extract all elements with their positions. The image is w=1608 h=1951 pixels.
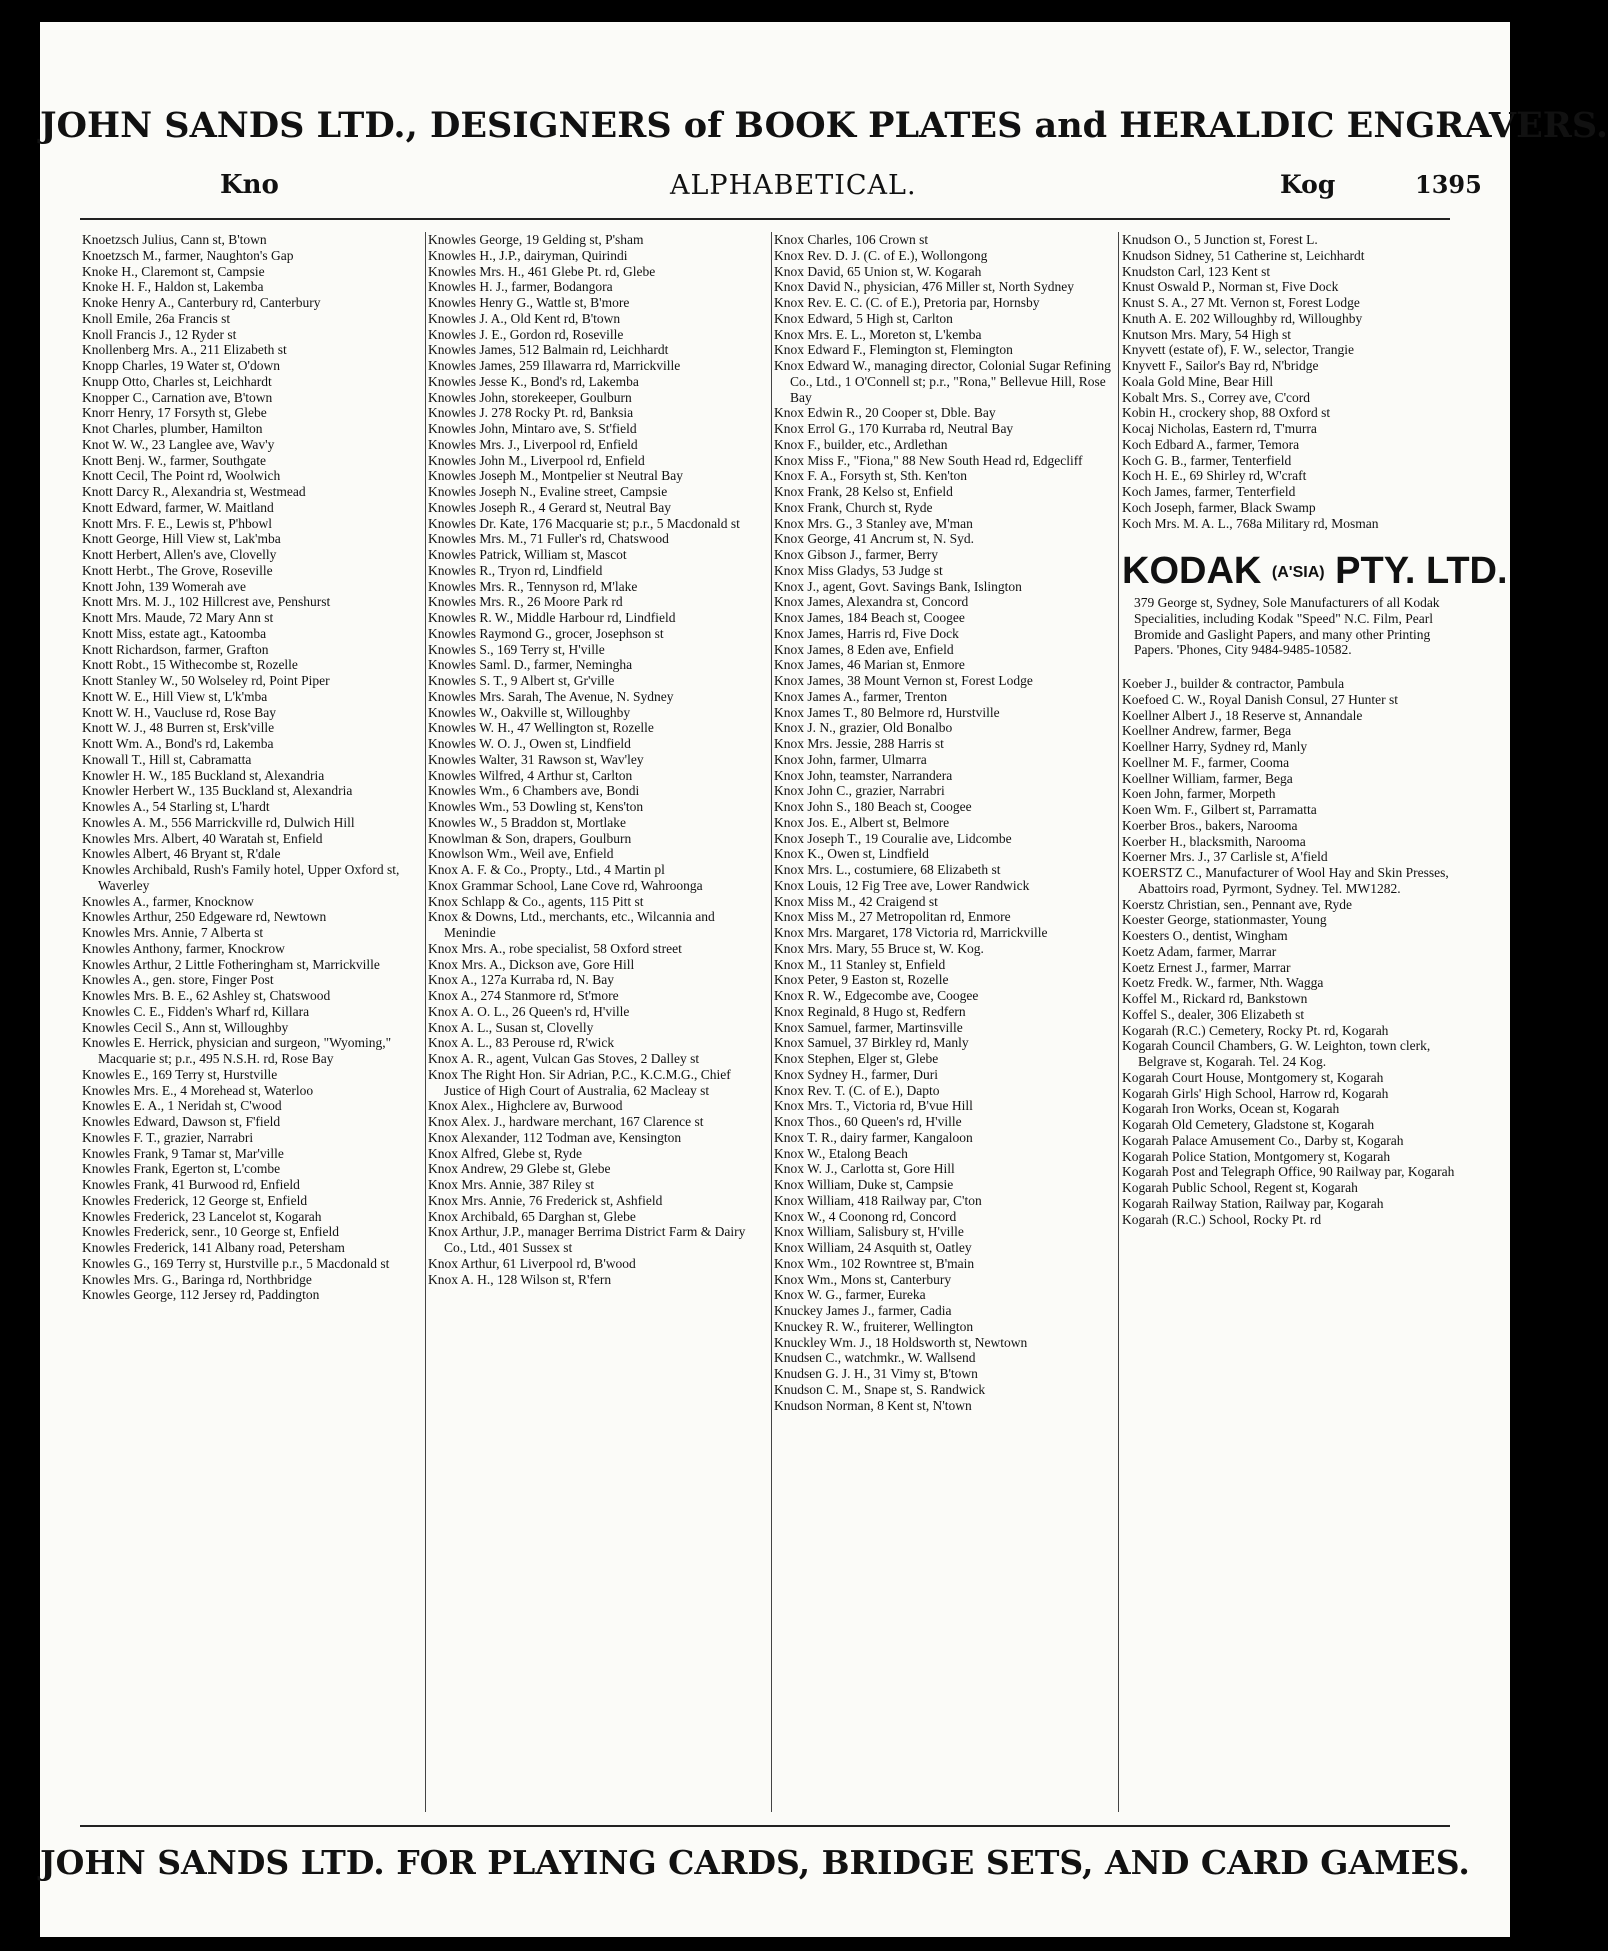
directory-entry: Knowles Raymond G., grocer, Josephson st bbox=[428, 625, 664, 641]
directory-entry: Knox R. W., Edgecombe ave, Coogee bbox=[774, 988, 979, 1003]
directory-entry: Knyvett (estate of), F. W., selector, Trangie bbox=[1122, 342, 1354, 358]
directory-entry: Knowles R., Tryon rd, Lindfield bbox=[428, 562, 603, 578]
directory-entry: Koerstz Christian, sen., Pennant ave, Ryde bbox=[1122, 896, 1353, 912]
directory-entry: Kogarah Girls' High School, Harrow rd, Kogarah bbox=[1122, 1085, 1389, 1101]
directory-entry: Knox A. R., agent, Vulcan Gas Stoves, 2 Dalley st bbox=[428, 1051, 700, 1066]
directory-entry: Knowles Joseph M., Montpelier st Neutral Bay bbox=[428, 468, 683, 484]
directory-entry: Knox A., 274 Stanmore rd, St'more bbox=[428, 988, 619, 1003]
directory-entry: Knox Joseph T., 19 Couralie ave, Lidcombe bbox=[774, 830, 1012, 846]
directory-entry: Knox Miss M., 27 Metropolitan rd, Enmore bbox=[774, 909, 1011, 925]
directory-entry: Knox Edward W., managing director, Colonial Sugar Refining Co., Ltd., 1 O'Connell st; p.r., "Rona," Bellevue Hill, Rose Bay bbox=[774, 358, 1111, 405]
directory-entry: Knowles Dr. Kate, 176 Macquarie st; p.r., 5 Macdonald st bbox=[428, 515, 740, 531]
directory-entry: Knox William, Duke st, Campsie bbox=[774, 1177, 954, 1192]
directory-entry: Knox James, 184 Beach st, Coogee bbox=[774, 610, 965, 625]
directory-entry: Knox Charles, 106 Crown st bbox=[774, 232, 929, 247]
directory-entry: Knox F. A., Forsyth st, Sth. Ken'ton bbox=[774, 468, 968, 484]
directory-entry: Koellner Albert J., 18 Reserve st, Annandale bbox=[1122, 707, 1363, 723]
directory-entry: Koen John, farmer, Morpeth bbox=[1122, 786, 1276, 802]
directory-entry: Knoll Francis J., 12 Ryder st bbox=[82, 326, 237, 342]
directory-entry: Koerber Bros., bakers, Narooma bbox=[1122, 817, 1298, 833]
directory-entry: Knox Frank, 28 Kelso st, Enfield bbox=[774, 484, 953, 499]
directory-entry: Knox Mrs. A., robe specialist, 58 Oxford street bbox=[428, 940, 682, 956]
kodak-advertisement bbox=[1122, 545, 1508, 662]
directory-entry: Kogarah Old Cemetery, Gladstone st, Kogarah bbox=[1122, 1117, 1375, 1133]
top-banner: JOHN SANDS LTD., DESIGNERS of BOOK PLATES and HERALDIC ENGRAVERS. bbox=[40, 105, 1608, 146]
directory-entry: Knox Edward F., Flemington st, Flemington bbox=[774, 342, 1013, 358]
directory-entry: Knowles Mrs. M., 71 Fuller's rd, Chatswood bbox=[428, 531, 669, 547]
directory-entry: Knowles John M., Liverpool rd, Enfield bbox=[428, 452, 645, 468]
directory-entry: Knowles John, storekeeper, Goulburn bbox=[428, 389, 632, 405]
directory-entry: Koch H. E., 69 Shirley rd, W'craft bbox=[1122, 468, 1307, 484]
column-rule bbox=[771, 232, 772, 1812]
directory-entry: Knowles Mrs. J., Liverpool rd, Enfield bbox=[428, 436, 638, 452]
directory-entry: Knowles James, 259 Illawarra rd, Marrickville bbox=[428, 358, 681, 373]
directory-entry: Knupp Otto, Charles st, Leichhardt bbox=[82, 373, 272, 389]
ad-region: (A'SIA) bbox=[1271, 564, 1325, 582]
directory-entry: Koefoed C. W., Royal Danish Consul, 27 Hunter st bbox=[1122, 691, 1398, 707]
directory-entry: Knowles W., 5 Braddon st, Mortlake bbox=[428, 814, 626, 830]
directory-entry: Knox T. R., dairy farmer, Kangaloon bbox=[774, 1129, 973, 1145]
ad-company: KODAK bbox=[1122, 550, 1262, 593]
directory-entry: Knox A. F. & Co., Propty., Ltd., 4 Martin pl bbox=[428, 862, 665, 877]
directory-entry: Knott W. J., 48 Burren st, Ersk'ville bbox=[82, 720, 275, 736]
directory-entry: Knuth A. E. 202 Willoughby rd, Willoughby bbox=[1122, 310, 1363, 326]
directory-entry: Knox Mrs. G., 3 Stanley ave, M'man bbox=[774, 515, 973, 531]
directory-entry: Koala Gold Mine, Bear Hill bbox=[1122, 373, 1274, 389]
directory-entry: Knowles A., 54 Starling st, L'hardt bbox=[82, 799, 270, 814]
directory-entry: Knox James, Harris rd, Five Dock bbox=[774, 625, 959, 641]
directory-entry: Knox A. H., 128 Wilson st, R'fern bbox=[428, 1271, 612, 1287]
column-4-upper bbox=[1122, 232, 1462, 531]
directory-entry: Knott Darcy R., Alexandria st, Westmead bbox=[82, 484, 306, 499]
directory-entry: Knowles R. W., Middle Harbour rd, Lindfield bbox=[428, 610, 676, 625]
directory-entry: Knowall T., Hill st, Cabramatta bbox=[82, 751, 252, 767]
directory-entry: Knox Edward, 5 High st, Carlton bbox=[774, 310, 953, 326]
directory-entry: Knox Samuel, 37 Birkley rd, Manly bbox=[774, 1035, 969, 1051]
directory-entry: Knox Mrs. T., Victoria rd, B'vue Hill bbox=[774, 1098, 973, 1114]
directory-entry: Kogarah (R.C.) School, Rocky Pt. rd bbox=[1122, 1211, 1322, 1227]
directory-entry: Knust S. A., 27 Mt. Vernon st, Forest Lodge bbox=[1122, 295, 1360, 310]
directory-entry: Knox Arthur, 61 Liverpool rd, B'wood bbox=[428, 1255, 636, 1271]
directory-entry: Knox W. J., Carlotta st, Gore Hill bbox=[774, 1161, 955, 1177]
directory-entry: Knox John, farmer, Ulmarra bbox=[774, 751, 927, 767]
directory-entry: Knowles Frederick, 23 Lancelot st, Kogarah bbox=[82, 1208, 322, 1224]
directory-entry: Knott W. E., Hill View st, L'k'mba bbox=[82, 688, 268, 704]
directory-entry: Knox John C., grazier, Narrabri bbox=[774, 783, 945, 799]
directory-entry: Knowles Cecil S., Ann st, Willoughby bbox=[82, 1019, 289, 1035]
right-guide-word: Kog bbox=[1280, 170, 1336, 199]
directory-entry: Knowles George, 112 Jersey rd, Paddington bbox=[82, 1287, 320, 1303]
directory-entry: Knoetzsch Julius, Cann st, B'town bbox=[82, 232, 267, 247]
directory-entry: Knox James, 46 Marian st, Enmore bbox=[774, 657, 965, 673]
directory-entry: Knollenberg Mrs. A., 211 Elizabeth st bbox=[82, 342, 287, 358]
directory-entry: Kogarah Post and Telegraph Office, 90 Railway par, Kogarah bbox=[1122, 1164, 1455, 1180]
directory-entry: Koffel M., Rickard rd, Bankstown bbox=[1122, 991, 1308, 1007]
directory-entry: Knuckey James J., farmer, Cadia bbox=[774, 1303, 952, 1318]
directory-entry: Knorr Henry, 17 Forsyth st, Glebe bbox=[82, 405, 267, 421]
directory-entry: Knowles Mrs. E., 4 Morehead st, Waterloo bbox=[82, 1082, 314, 1098]
column-3 bbox=[774, 232, 1114, 1822]
column-4-lower bbox=[1122, 676, 1462, 1227]
directory-entry: Knox F., builder, etc., Ardlethan bbox=[774, 436, 948, 452]
directory-entry: Knyvett F., Sailor's Bay rd, N'bridge bbox=[1122, 358, 1319, 373]
directory-entry: Kogarah Council Chambers, G. W. Leighton, town clerk, Belgrave st, Kogarah. Tel. 24 Kog. bbox=[1122, 1038, 1431, 1070]
directory-entry: Knowlson Wm., Weil ave, Enfield bbox=[428, 846, 614, 862]
directory-entry: Kogarah Public School, Regent st, Kogarah bbox=[1122, 1180, 1358, 1196]
directory-entry: Knox Peter, 9 Easton st, Rozelle bbox=[774, 972, 949, 988]
directory-entry: Koch G. B., farmer, Tenterfield bbox=[1122, 452, 1292, 468]
directory-entry: Knox Alfred, Glebe st, Ryde bbox=[428, 1145, 582, 1161]
directory-entry: Knox Errol G., 170 Kurraba rd, Neutral Bay bbox=[774, 421, 1014, 436]
directory-entry: Koellner Andrew, farmer, Bega bbox=[1122, 723, 1292, 739]
directory-entry: Knott Mrs. Maude, 72 Mary Ann st bbox=[82, 610, 274, 625]
directory-entry: Knox Louis, 12 Fig Tree ave, Lower Randwick bbox=[774, 877, 1030, 893]
directory-entry: Knox Mrs. Annie, 387 Riley st bbox=[428, 1177, 595, 1192]
directory-entry: Knowles G., 169 Terry st, Hurstville p.r., 5 Macdonald st bbox=[82, 1255, 390, 1271]
ad-body: 379 George st, Sydney, Sole Manufacturers of all Kodak Specialities, including Kodak "Speed" N.C. Film, Pearl Bromide and Gaslight Papers, and many other Printing Papers. 'Phones, City 9484-9485-10582. bbox=[1134, 595, 1440, 658]
directory-entry: Knott Robt., 15 Withecombe st, Rozelle bbox=[82, 657, 298, 673]
directory-entry: Knudson Norman, 8 Kent st, N'town bbox=[774, 1397, 972, 1413]
directory-entry: Koellner William, farmer, Bega bbox=[1122, 770, 1293, 786]
directory-entry: Knot W. W., 23 Langlee ave, Wav'y bbox=[82, 436, 275, 452]
directory-entry: Knox A. O. L., 26 Queen's rd, H'ville bbox=[428, 1003, 630, 1019]
directory-entry: Knox William, 418 Railway par, C'ton bbox=[774, 1192, 982, 1208]
directory-entry: Knox David, 65 Union st, W. Kogarah bbox=[774, 263, 982, 279]
running-header bbox=[40, 170, 1482, 210]
directory-entry: Knox Alex. J., hardware merchant, 167 Clarence st bbox=[428, 1114, 704, 1129]
directory-entry: Knot Charles, plumber, Hamilton bbox=[82, 421, 263, 436]
directory-entry: Knowles Mrs. B. E., 62 Ashley st, Chatswood bbox=[82, 988, 331, 1003]
page-number: 1395 bbox=[1415, 170, 1482, 199]
directory-entry: Knowles J. 278 Rocky Pt. rd, Banksia bbox=[428, 405, 634, 421]
directory-entry: Knox Mrs. E. L., Moreton st, L'kemba bbox=[774, 326, 982, 342]
directory-entry: Kobin H., crockery shop, 88 Oxford st bbox=[1122, 405, 1331, 421]
directory-entry: Knott Miss, estate agt., Katoomba bbox=[82, 625, 267, 641]
directory-entry: Knust Oswald P., Norman st, Five Dock bbox=[1122, 279, 1339, 295]
directory-entry: Knox M., 11 Stanley st, Enfield bbox=[774, 956, 946, 972]
directory-entry: Knowles Wilfred, 4 Arthur st, Carlton bbox=[428, 767, 633, 783]
directory-entry: Knutson Mrs. Mary, 54 High st bbox=[1122, 326, 1292, 342]
directory-entry: Knowles Mrs. R., 26 Moore Park rd bbox=[428, 594, 623, 610]
directory-entry: Koch Edbard A., farmer, Temora bbox=[1122, 436, 1300, 452]
directory-entry: Knox J. N., grazier, Old Bonalbo bbox=[774, 720, 953, 736]
directory-entry: Knowles C. E., Fidden's Wharf rd, Killara bbox=[82, 1003, 310, 1019]
directory-entry: Knott Mrs. M. J., 102 Hillcrest ave, Penshurst bbox=[82, 594, 331, 610]
column-rule bbox=[1118, 232, 1119, 1812]
directory-entry: Knott Wm. A., Bond's rd, Lakemba bbox=[82, 736, 274, 751]
directory-entry: Koetz Ernest J., farmer, Marrar bbox=[1122, 959, 1291, 975]
directory-entry: Knox J., agent, Govt. Savings Bank, Islington bbox=[774, 578, 1022, 594]
directory-entry: Koetz Fredk. W., farmer, Nth. Wagga bbox=[1122, 975, 1324, 991]
directory-entry: Knox James, 8 Eden ave, Enfield bbox=[774, 641, 954, 657]
directory-entry: Knowles Henry G., Wattle st, B'more bbox=[428, 295, 630, 310]
directory-entry: Kogarah Iron Works, Ocean st, Kogarah bbox=[1122, 1101, 1340, 1117]
directory-entry: Knoke H. F., Haldon st, Lakemba bbox=[82, 279, 264, 295]
column-2 bbox=[428, 232, 768, 1822]
directory-entry: Knox W. G., farmer, Eureka bbox=[774, 1287, 926, 1303]
directory-entry: Knudsen G. J. H., 31 Vimy st, B'town bbox=[774, 1366, 978, 1381]
directory-entry: Knowles Walter, 31 Rawson st, Wav'ley bbox=[428, 751, 644, 767]
directory-entry: Knox Miss F., "Fiona," 88 New South Head rd, Edgecliff bbox=[774, 452, 1083, 468]
directory-entry: Knowles S., 169 Terry st, H'ville bbox=[428, 641, 605, 657]
directory-entry: Knowles Mrs. Sarah, The Avenue, N. Sydney bbox=[428, 688, 674, 704]
directory-entry: Knowles Arthur, 2 Little Fotheringham st, Marrickville bbox=[82, 956, 380, 972]
directory-entry: Koerner Mrs. J., 37 Carlisle st, A'field bbox=[1122, 849, 1328, 865]
directory-entry: Knox Mrs. Margaret, 178 Victoria rd, Marrickville bbox=[774, 925, 1048, 940]
directory-entry: Knowles E. A., 1 Neridah st, C'wood bbox=[82, 1098, 282, 1114]
directory-entry: Knowles F. T., grazier, Narrabri bbox=[82, 1129, 254, 1145]
directory-entry: Koeber J., builder & contractor, Pambula bbox=[1122, 676, 1345, 692]
directory-entry: Knowlman & Son, drapers, Goulburn bbox=[428, 830, 632, 846]
directory-entry: Knox Arthur, J.P., manager Berrima District Farm & Dairy Co., Ltd., 401 Sussex st bbox=[428, 1224, 746, 1255]
directory-entry: Knowles Frank, Egerton st, L'combe bbox=[82, 1161, 281, 1177]
directory-entry: Knox Edwin R., 20 Cooper st, Dble. Bay bbox=[774, 405, 996, 421]
directory-entry: Knox Frank, Church st, Ryde bbox=[774, 499, 933, 515]
directory-entry: Knox A. L., Susan st, Clovelly bbox=[428, 1019, 594, 1035]
directory-entry: Knowles J. A., Old Kent rd, B'town bbox=[428, 310, 621, 326]
directory-entry: Koen Wm. F., Gilbert st, Parramatta bbox=[1122, 802, 1317, 818]
directory-entry: Knudston Carl, 123 Kent st bbox=[1122, 263, 1271, 279]
directory-entry: Knox Andrew, 29 Glebe st, Glebe bbox=[428, 1161, 611, 1177]
directory-entry: Knott Mrs. F. E., Lewis st, P'hbowl bbox=[82, 515, 272, 531]
directory-entry: Knox Wm., Mons st, Canterbury bbox=[774, 1271, 952, 1287]
directory-entry: Koch James, farmer, Tenterfield bbox=[1122, 484, 1296, 499]
directory-entry: Knox Miss Gladys, 53 Judge st bbox=[774, 562, 943, 578]
directory-entry: Knowles H. J., farmer, Bodangora bbox=[428, 279, 613, 295]
directory-entry: Knox Mrs. A., Dickson ave, Gore Hill bbox=[428, 956, 635, 972]
directory-entry: Kogarah Railway Station, Railway par, Kogarah bbox=[1122, 1195, 1384, 1211]
directory-entry: Knowles Wm., 53 Dowling st, Kens'ton bbox=[428, 799, 644, 814]
directory-entry: Knox Samuel, farmer, Martinsville bbox=[774, 1019, 963, 1035]
directory-entry: Knox Mrs. Annie, 76 Frederick st, Ashfield bbox=[428, 1192, 663, 1208]
directory-entry: Knox Rev. D. J. (C. of E.), Wollongong bbox=[774, 247, 988, 263]
directory-entry: Knowles S. T., 9 Albert st, Gr'ville bbox=[428, 673, 615, 688]
directory-entry: Knowles Archibald, Rush's Family hotel, Upper Oxford st, Waverley bbox=[82, 862, 400, 893]
directory-entry: Knox A. L., 83 Perouse rd, R'wick bbox=[428, 1035, 615, 1051]
directory-entry: Knox Mrs. Mary, 55 Bruce st, W. Kog. bbox=[774, 940, 984, 956]
directory-entry: Knudson Sidney, 51 Catherine st, Leichhardt bbox=[1122, 247, 1365, 263]
directory-entry: Koch Joseph, farmer, Black Swamp bbox=[1122, 499, 1316, 515]
directory-entry: Knowles Frank, 41 Burwood rd, Enfield bbox=[82, 1177, 300, 1192]
directory-entry: Knowler H. W., 185 Buckland st, Alexandria bbox=[82, 767, 325, 783]
directory-entry: Knowles A. M., 556 Marrickville rd, Dulwich Hill bbox=[82, 814, 355, 830]
directory-entry: Knowles John, Mintaro ave, S. St'field bbox=[428, 421, 637, 436]
directory-entry: Knox George, 41 Ancrum st, N. Syd. bbox=[774, 531, 974, 547]
directory-entry: Knowles Mrs. R., Tennyson rd, M'lake bbox=[428, 578, 638, 594]
directory-entry: Knowles W. H., 47 Wellington st, Rozelle bbox=[428, 720, 654, 736]
directory-entry: Knoke Henry A., Canterbury rd, Canterbury bbox=[82, 295, 321, 310]
directory-entry: Knopper C., Carnation ave, B'town bbox=[82, 389, 273, 405]
directory-entry: Knox Archibald, 65 Darghan st, Glebe bbox=[428, 1208, 636, 1224]
directory-entry: Knox A., 127a Kurraba rd, N. Bay bbox=[428, 972, 614, 988]
directory-entry: Knudson O., 5 Junction st, Forest L. bbox=[1122, 232, 1318, 247]
directory-entry: Knowles Frank, 9 Tamar st, Mar'ville bbox=[82, 1145, 284, 1161]
directory-entry: Koerber H., blacksmith, Narooma bbox=[1122, 833, 1306, 849]
directory-entry: Koetz Adam, farmer, Marrar bbox=[1122, 943, 1277, 959]
directory-entry: Knowles James, 512 Balmain rd, Leichhardt bbox=[428, 342, 669, 358]
directory-entry: Knox Mrs. Jessie, 288 Harris st bbox=[774, 736, 944, 751]
directory-entry: Knox Grammar School, Lane Cove rd, Wahroonga bbox=[428, 877, 703, 893]
directory-entry: Knowles Mrs. H., 461 Glebe Pt. rd, Glebe bbox=[428, 263, 656, 279]
directory-entry: Knoke H., Claremont st, Campsie bbox=[82, 263, 265, 279]
directory-entry: Knott Stanley W., 50 Wolseley rd, Point Piper bbox=[82, 673, 330, 688]
column-rule bbox=[425, 232, 426, 1812]
directory-entry: Knox William, Salisbury st, H'ville bbox=[774, 1224, 964, 1240]
directory-entry: Knott Edward, farmer, W. Maitland bbox=[82, 499, 274, 515]
directory-entry: Knowles Anthony, farmer, Knockrow bbox=[82, 940, 285, 956]
left-guide-word: Kno bbox=[220, 170, 279, 200]
directory-entry: Knowles Joseph N., Evaline street, Campsie bbox=[428, 484, 668, 499]
column-1 bbox=[82, 232, 422, 1822]
directory-entry: Knowles Mrs. Annie, 7 Alberta st bbox=[82, 925, 264, 940]
directory-entry: Knott Cecil, The Point rd, Woolwich bbox=[82, 468, 281, 484]
directory-entry: Knowles Albert, 46 Bryant st, R'dale bbox=[82, 846, 281, 862]
directory-entry: Knowler Herbert W., 135 Buckland st, Alexandria bbox=[82, 783, 353, 799]
directory-entry: Knox John, teamster, Narrandera bbox=[774, 767, 953, 783]
directory-entry: Knowles Patrick, William st, Mascot bbox=[428, 547, 627, 562]
directory-entry: Knox Wm., 102 Rowntree st, B'main bbox=[774, 1255, 975, 1271]
directory-entry: Knowles E., 169 Terry st, Hurstville bbox=[82, 1066, 278, 1082]
directory-entry: Knox Miss M., 42 Craigend st bbox=[774, 893, 938, 909]
section-title: ALPHABETICAL. bbox=[670, 170, 917, 201]
directory-entry: Knudson C. M., Snape st, S. Randwick bbox=[774, 1381, 986, 1397]
directory-entry: Knott Herbt., The Grove, Roseville bbox=[82, 562, 273, 578]
directory-entry: Knowles Jesse K., Bond's rd, Lakemba bbox=[428, 373, 639, 389]
directory-entry: Knox Rev. T. (C. of E.), Dapto bbox=[774, 1082, 940, 1098]
footer-rule bbox=[80, 1825, 1450, 1827]
directory-entry: Knott Herbert, Allen's ave, Clovelly bbox=[82, 547, 277, 562]
directory-entry: Knox W., 4 Coonong rd, Concord bbox=[774, 1208, 957, 1224]
directory-entry: Knowles J. E., Gordon rd, Roseville bbox=[428, 326, 624, 342]
directory-entry: Knox The Right Hon. Sir Adrian, P.C., K.C.M.G., Chief Justice of High Court of Australia, 62 Macleay st bbox=[428, 1066, 731, 1098]
directory-entry: Koffel S., dealer, 306 Elizabeth st bbox=[1122, 1006, 1305, 1022]
ad-title bbox=[1122, 549, 1508, 595]
directory-entry: Knox Mrs. L., costumiere, 68 Elizabeth st bbox=[774, 862, 1001, 877]
header-rule bbox=[80, 218, 1450, 220]
directory-entry: Knox James, 38 Mount Vernon st, Forest Lodge bbox=[774, 673, 1033, 688]
directory-entry: Knowles H., J.P., dairyman, Quirindi bbox=[428, 247, 628, 263]
directory-entry: Knott W. H., Vaucluse rd, Rose Bay bbox=[82, 704, 276, 720]
bottom-banner: JOHN SANDS LTD. FOR PLAYING CARDS, BRIDGE SETS, AND CARD GAMES. bbox=[40, 1843, 1470, 1882]
directory-entry: Knowles W., Oakville st, Willoughby bbox=[428, 704, 631, 720]
directory-entry: Kogarah Police Station, Montgomery st, Kogarah bbox=[1122, 1148, 1391, 1164]
directory-entry: Knuckley Wm. J., 18 Holdsworth st, Newtown bbox=[774, 1334, 1028, 1350]
directory-entry: Knott John, 139 Womerah ave bbox=[82, 578, 247, 594]
directory-entry: Knott Benj. W., farmer, Southgate bbox=[82, 452, 266, 468]
directory-entry: Kogarah Court House, Montgomery st, Kogarah bbox=[1122, 1069, 1384, 1085]
directory-entry: Knott George, Hill View st, Lak'mba bbox=[82, 531, 281, 547]
directory-entry: Knowles Frederick, 141 Albany road, Petersham bbox=[82, 1240, 345, 1255]
directory-entry: Knox Alex., Highclere av, Burwood bbox=[428, 1098, 623, 1114]
directory-entry: Knoetzsch M., farmer, Naughton's Gap bbox=[82, 247, 294, 263]
directory-entry: Knoll Emile, 26a Francis st bbox=[82, 310, 231, 326]
directory-entry: Knowles Mrs. G., Baringa rd, Northbridge bbox=[82, 1271, 312, 1287]
directory-entry: Knox Thos., 60 Queen's rd, H'ville bbox=[774, 1114, 962, 1129]
directory-entry: Kobalt Mrs. S., Correy ave, C'cord bbox=[1122, 389, 1311, 405]
column-4 bbox=[1122, 232, 1508, 1822]
directory-entry: Knox & Downs, Ltd., merchants, etc., Wilcannia and Menindie bbox=[428, 909, 715, 940]
directory-entry: Knowles Frederick, 12 George st, Enfield bbox=[82, 1192, 308, 1208]
directory-entry: Knowles Arthur, 250 Edgeware rd, Newtown bbox=[82, 909, 327, 925]
directory-entry: Koellner M. F., farmer, Cooma bbox=[1122, 754, 1290, 770]
directory-entry: Knox Gibson J., farmer, Berry bbox=[774, 547, 939, 562]
directory-entry: Knuckey R. W., fruiterer, Wellington bbox=[774, 1318, 974, 1334]
directory-entry: Kogarah Palace Amusement Co., Darby st, Kogarah bbox=[1122, 1132, 1404, 1148]
directory-entry: Knott Richardson, farmer, Grafton bbox=[82, 641, 269, 657]
directory-entry: Knox Alexander, 112 Todman ave, Kensington bbox=[428, 1129, 682, 1145]
directory-entry: Knowles Saml. D., farmer, Nemingha bbox=[428, 657, 633, 673]
directory-entry: Knox Jos. E., Albert st, Belmore bbox=[774, 814, 950, 830]
directory-entry: Knowles A., gen. store, Finger Post bbox=[82, 972, 274, 988]
directory-entry: Koesters O., dentist, Wingham bbox=[1122, 928, 1288, 944]
directory-entry: Kogarah (R.C.) Cemetery, Rocky Pt. rd, Kogarah bbox=[1122, 1022, 1389, 1038]
directory-entry: Knox James T., 80 Belmore rd, Hurstville bbox=[774, 704, 1000, 720]
directory-entry: Knox John S., 180 Beach st, Coogee bbox=[774, 799, 972, 814]
directory-entry: Knox K., Owen st, Lindfield bbox=[774, 846, 929, 862]
directory-entry: Knopp Charles, 19 Water st, O'down bbox=[82, 358, 280, 373]
directory-entry: Koester George, stationmaster, Young bbox=[1122, 912, 1327, 928]
directory-entry: Knox James A., farmer, Trenton bbox=[774, 688, 948, 704]
directory-entry: Knox Sydney H., farmer, Duri bbox=[774, 1066, 939, 1082]
directory-entry: Knox Schlapp & Co., agents, 115 Pitt st bbox=[428, 893, 644, 909]
directory-entry: Knowles George, 19 Gelding st, P'sham bbox=[428, 232, 644, 247]
directory-entry: Knox James, Alexandra st, Concord bbox=[774, 594, 969, 610]
directory-entry: Knowles Frederick, senr., 10 George st, Enfield bbox=[82, 1224, 339, 1240]
directory-entry: Kocaj Nicholas, Eastern rd, T'murra bbox=[1122, 421, 1317, 436]
directory-entry: KOERSTZ C., Manufacturer of Wool Hay and Skin Presses, Abattoirs road, Pyrmont, Sydney. Tel. MW1282. bbox=[1122, 865, 1449, 896]
directory-entry: Knox Reginald, 8 Hugo st, Redfern bbox=[774, 1003, 966, 1019]
directory-entry: Koch Mrs. M. A. L., 768a Military rd, Mosman bbox=[1122, 515, 1379, 531]
directory-entry: Knudsen C., watchmkr., W. Wallsend bbox=[774, 1350, 976, 1366]
directory-entry: Knowles Wm., 6 Chambers ave, Bondi bbox=[428, 783, 640, 799]
directory-entry: Knox Stephen, Elger st, Glebe bbox=[774, 1051, 939, 1066]
directory-entry: Knowles Edward, Dawson st, F'field bbox=[82, 1114, 281, 1129]
directory-entry: Knowles Mrs. Albert, 40 Waratah st, Enfield bbox=[82, 830, 323, 846]
directory-entry: Knowles A., farmer, Knocknow bbox=[82, 893, 254, 909]
directory-entry: Koellner Harry, Sydney rd, Manly bbox=[1122, 739, 1308, 755]
directory-entry: Knox William, 24 Asquith st, Oatley bbox=[774, 1240, 972, 1255]
ad-suffix: PTY. LTD. bbox=[1335, 550, 1508, 593]
directory-entry: Knox W., Etalong Beach bbox=[774, 1145, 908, 1161]
directory-entry: Knowles Joseph R., 4 Gerard st, Neutral Bay bbox=[428, 499, 671, 515]
directory-entry: Knox Rev. E. C. (C. of E.), Pretoria par, Hornsby bbox=[774, 295, 1040, 310]
directory-entry: Knox David N., physician, 476 Miller st, North Sydney bbox=[774, 279, 1074, 295]
directory-entry: Knowles W. O. J., Owen st, Lindfield bbox=[428, 736, 631, 751]
directory-entry: Knowles E. Herrick, physician and surgeon, "Wyoming," Macquarie st; p.r., 495 N.S.H. rd, Rose Bay bbox=[82, 1035, 392, 1066]
